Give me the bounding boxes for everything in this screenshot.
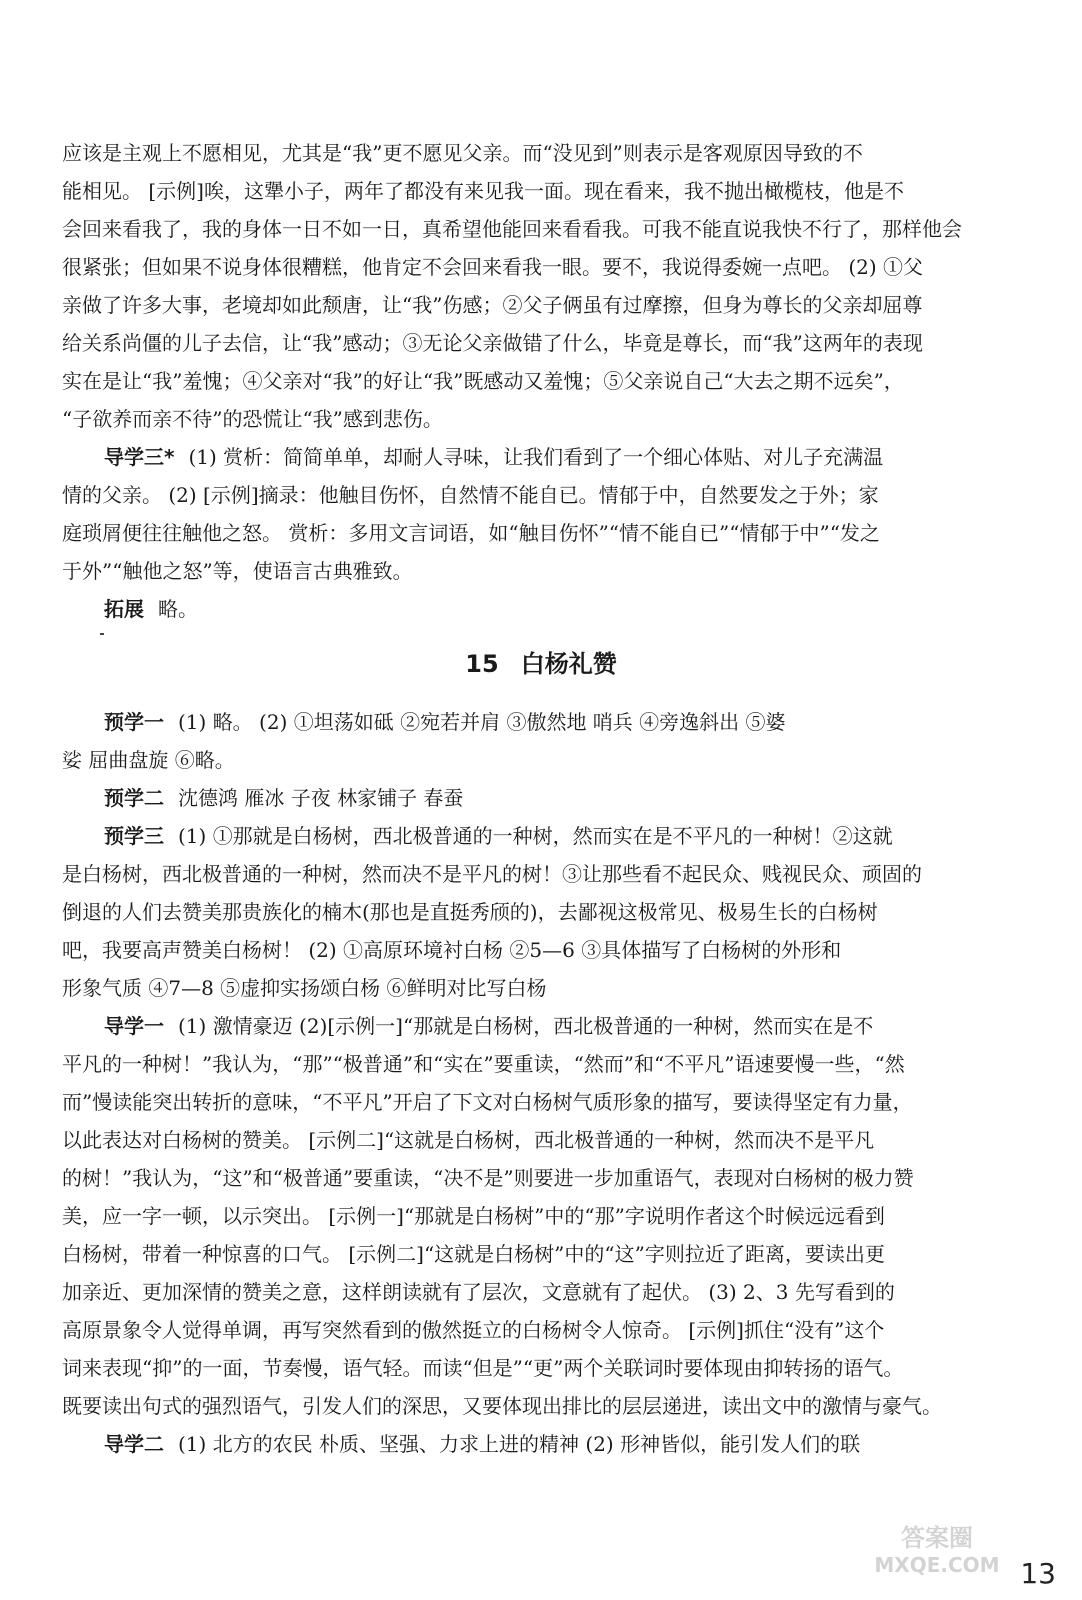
yuxue3-line-2: 是白杨树，西北极普通的一种树，然而决不是平凡的树！③让那些看不起民众、贱视民众、顽固的 (62, 862, 922, 886)
page-number: 13 (1020, 1557, 1056, 1590)
daoxue1-line-10: 词来表现“抑”的一面，节奏慢，语气轻。而读“但是”“更”两个关联词时要体现由抑转扬的语气。 (62, 1356, 904, 1380)
daoxue1-text-1: (1) 激情豪迈 (2)[示例一]“那就是白杨树，西北极普通的一种树，然而实在是不 (178, 1014, 874, 1038)
section-title (0, 649, 1082, 679)
daoxue2-label: 导学二 (104, 1432, 164, 1456)
top-line-8: “子欲养而亲不待”的恐慌让“我”感到悲伤。 (62, 407, 443, 431)
daoxue3-line-3: 庭琐屑便往往触他之怒。 赏析：多用文言词语，如“触目伤怀”“情不能自已”“情郁于中”“发之 (62, 521, 880, 545)
top-line-1: 应该是主观上不愿相见，尤其是“我”更不愿见父亲。而“没见到”则表示是客观原因导致的不 (62, 141, 863, 165)
yuxue3-text-1: (1) ①那就是白杨树，西北极普通的一种树，然而实在是不平凡的一种树！②这就 (178, 824, 893, 848)
tuozhan-text: 略。 (158, 597, 198, 621)
yuxue1-line-1 (104, 708, 1012, 736)
yuxue3-label: 预学三 (104, 824, 164, 848)
daoxue3-line-1 (104, 443, 1012, 471)
daoxue1-line-6: 美，应一字一顿，以示突出。 [示例一]“那就是白杨树”中的“那”字说明作者这个时候远远看到 (62, 1204, 885, 1228)
top-line-4: 很紧张；但如果不说身体很糟糕，他肯定不会回来看我一眼。要不，我说得委婉一点吧。 (2) ①父 (62, 255, 924, 279)
yuxue3-line-3: 倒退的人们去赞美那贵族化的楠木(那也是直挺秀颀的)，去鄙视这极常见、极易生长的白杨树 (62, 900, 878, 924)
daoxue3-line-2: 情的父亲。 (2) [示例]摘录：他触目伤怀，自然情不能自已。情郁于中，自然要发之于外；家 (62, 483, 879, 507)
section-number: 15 (465, 650, 499, 678)
daoxue1-line-2: 平凡的一种树！”我认为，“那”“极普通”和“实在”要重读，“然而”和“不平凡”语速要慢一些，“然 (62, 1052, 905, 1076)
daoxue1-line-7: 白杨树，带着一种惊喜的口气。 [示例二]“这就是白杨树”中的“这”字则拉近了距离，要读出更 (62, 1242, 885, 1266)
top-line-6: 给关系尚僵的儿子去信，让“我”感动；③无论父亲做错了什么，毕竟是尊长，而“我”这两年的表现 (62, 331, 923, 355)
yuxue3-line-1 (104, 822, 1012, 850)
daoxue1-line-1 (104, 1012, 1012, 1040)
top-line-5: 亲做了许多大事，老境却如此颓唐，让“我”伤感；②父子俩虽有过摩擦，但身为尊长的父亲却屈尊 (62, 293, 923, 317)
daoxue3-line-4: 于外”“触他之怒”等，使语言古典雅致。 (62, 559, 413, 583)
yuxue2-label: 预学二 (104, 786, 164, 810)
daoxue3-text-1: (1) 赏析：简简单单，却耐人寻味，让我们看到了一个细心体贴、对儿子充满温 (188, 445, 884, 469)
tuozhan-label: 拓展 (104, 597, 144, 621)
yuxue3-line-5: 形象气质 ④7—8 ⑤虚抑实扬颂白杨 ⑥鲜明对比写白杨 (62, 976, 547, 1000)
yuxue1-label: 预学一 (104, 710, 164, 734)
yuxue2-line (104, 784, 1012, 812)
daoxue1-line-9: 高原景象令人觉得单调，再写突然看到的傲然挺立的白杨树令人惊奇。 [示例]抓住“没有”这个 (62, 1318, 885, 1342)
stray-mark (100, 633, 104, 635)
top-line-3: 会回来看我了，我的身体一日不如一日，真希望他能回来看看我。可我不能直说我快不行了，那样他会 (62, 217, 962, 241)
top-line-7: 实在是让“我”羞愧；④父亲对“我”的好让“我”既感动又羞愧；⑤父亲说自己“大去之期不远矣”， (62, 369, 904, 393)
tuozhan-line (104, 595, 1012, 623)
daoxue2-text: (1) 北方的农民 朴质、坚强、力求上进的精神 (2) 形神皆似，能引发人们的联 (178, 1432, 861, 1456)
daoxue1-line-3: 而”慢读能突出转折的意味，“不平凡”开启了下文对白杨树气质形象的描写，要读得坚定有力量， (62, 1090, 913, 1114)
daoxue1-line-8: 加亲近、更加深情的赞美之意，这样朗读就有了层次，文意就有了起伏。 (3) 2、3 先写看到的 (62, 1280, 895, 1304)
yuxue3-line-4: 吧，我要高声赞美白杨树！ (2) ①高原环境衬白杨 ②5—6 ③具体描写了白杨树的外形和 (62, 938, 842, 962)
yuxue2-text: 沈德鸿 雁冰 子夜 林家铺子 春蚕 (178, 786, 464, 810)
watermark-line-1: 答案圈 (901, 1524, 973, 1552)
daoxue1-line-11: 既要读出句式的强烈语气，引发人们的深思，又要体现出排比的层层递进，读出文中的激情与豪气。 (62, 1394, 942, 1418)
daoxue1-label: 导学一 (104, 1014, 164, 1038)
section-title-text: 白杨礼赞 (520, 650, 617, 678)
daoxue1-line-4: 以此表达对白杨树的赞美。 [示例二]“这就是白杨树，西北极普通的一种树，然而决不是平凡 (62, 1128, 875, 1152)
yuxue1-line-2: 娑 屈曲盘旋 ⑥略。 (62, 748, 235, 772)
daoxue3-label: 导学三* (104, 445, 175, 469)
top-line-2: 能相见。 [示例]唉，这犟小子，两年了都没有来见我一面。现在看来，我不抛出橄榄枝，他是不 (62, 179, 904, 203)
watermark-line-2: MXQE.COM (874, 1553, 1000, 1577)
daoxue1-line-5: 的树！”我认为，“这”和“极普通”要重读，“决不是”则要进一步加重语气，表现对白杨树的极力赞 (62, 1166, 914, 1190)
watermark-logo (862, 1518, 1012, 1578)
daoxue2-line (104, 1430, 1012, 1458)
yuxue1-text-1: (1) 略。 (2) ①坦荡如砥 ②宛若并肩 ③傲然地 哨兵 ④旁逸斜出 ⑤婆 (178, 710, 786, 734)
